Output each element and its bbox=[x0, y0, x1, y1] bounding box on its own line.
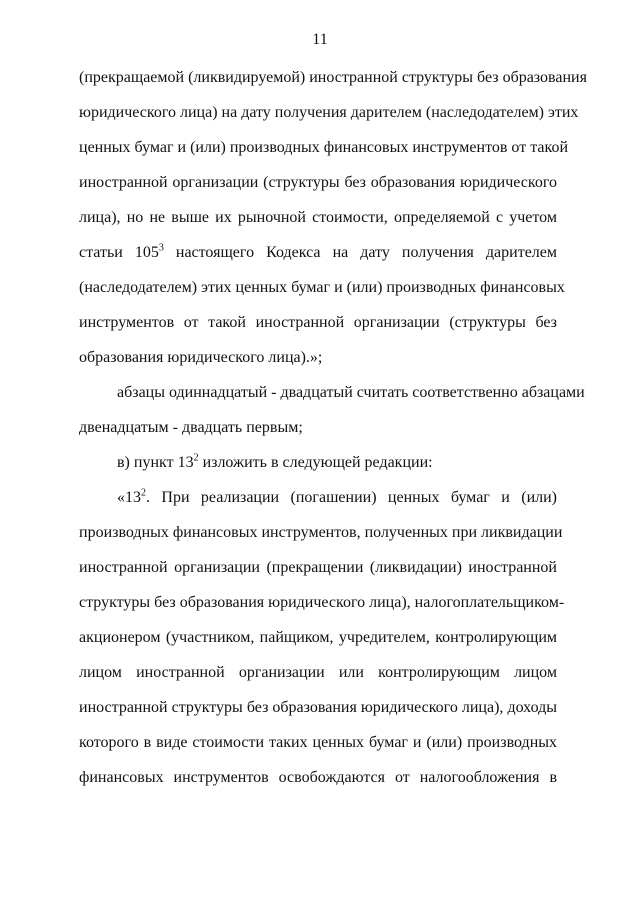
text-part: изложить в следующей редакции: bbox=[198, 454, 433, 471]
text-line: финансовых инструментов освобождаются от налогообложения в bbox=[79, 769, 557, 786]
text-line: которого в виде стоимости таких ценных бумаг и (или) производных bbox=[79, 734, 557, 751]
text-line: двенадцатым - двадцать первым; bbox=[79, 419, 303, 436]
text-part: в) пункт 13 bbox=[117, 454, 194, 471]
text-part: настоящего Кодекса на дату получения дарителем bbox=[163, 244, 558, 261]
text-part: статьи 105 bbox=[79, 244, 159, 261]
text-line: абзацы одиннадцатый - двадцатый считать соответственно абзацами bbox=[117, 384, 585, 401]
text-line: (прекращаемой (ликвидируемой) иностранной структуры без образования bbox=[79, 69, 587, 86]
text-line: ценных бумаг и (или) производных финансовых инструментов от такой bbox=[79, 139, 569, 156]
text-line: иностранной структуры без образования юридического лица), доходы bbox=[79, 699, 557, 716]
text-part: . При реализации (погашении) ценных бумаг и (или) bbox=[146, 489, 557, 506]
text-line: инструментов от такой иностранной организации (структуры без bbox=[79, 314, 557, 331]
text-line: юридического лица) на дату получения дарителем (наследодателем) этих bbox=[79, 104, 579, 121]
text-line: акционером (участником, пайщиком, учредителем, контролирующим bbox=[79, 629, 557, 646]
text-part: «13 bbox=[117, 489, 141, 506]
text-line: лицом иностранной организации или контролирующим лицом bbox=[79, 664, 557, 681]
superscript: 3 bbox=[158, 242, 164, 254]
text-line: образования юридического лица).»; bbox=[79, 349, 323, 366]
text-line: иностранной организации (структуры без образования юридического bbox=[79, 174, 557, 191]
text-line: структуры без образования юридического лица), налогоплательщиком- bbox=[79, 594, 565, 611]
page-number: 11 bbox=[312, 31, 328, 48]
text-line: производных финансовых инструментов, полученных при ликвидации bbox=[79, 524, 563, 541]
text-line bbox=[117, 488, 557, 508]
superscript: 2 bbox=[193, 452, 199, 464]
text-line: (наследодателем) этих ценных бумаг и (или) производных финансовых bbox=[79, 279, 565, 296]
text-line: иностранной организации (прекращении (ликвидации) иностранной bbox=[79, 559, 557, 576]
text-line: лица), но не выше их рыночной стоимости, определяемой с учетом bbox=[79, 209, 557, 226]
text-line bbox=[117, 453, 557, 473]
superscript: 2 bbox=[141, 487, 146, 499]
text-line bbox=[79, 243, 557, 263]
